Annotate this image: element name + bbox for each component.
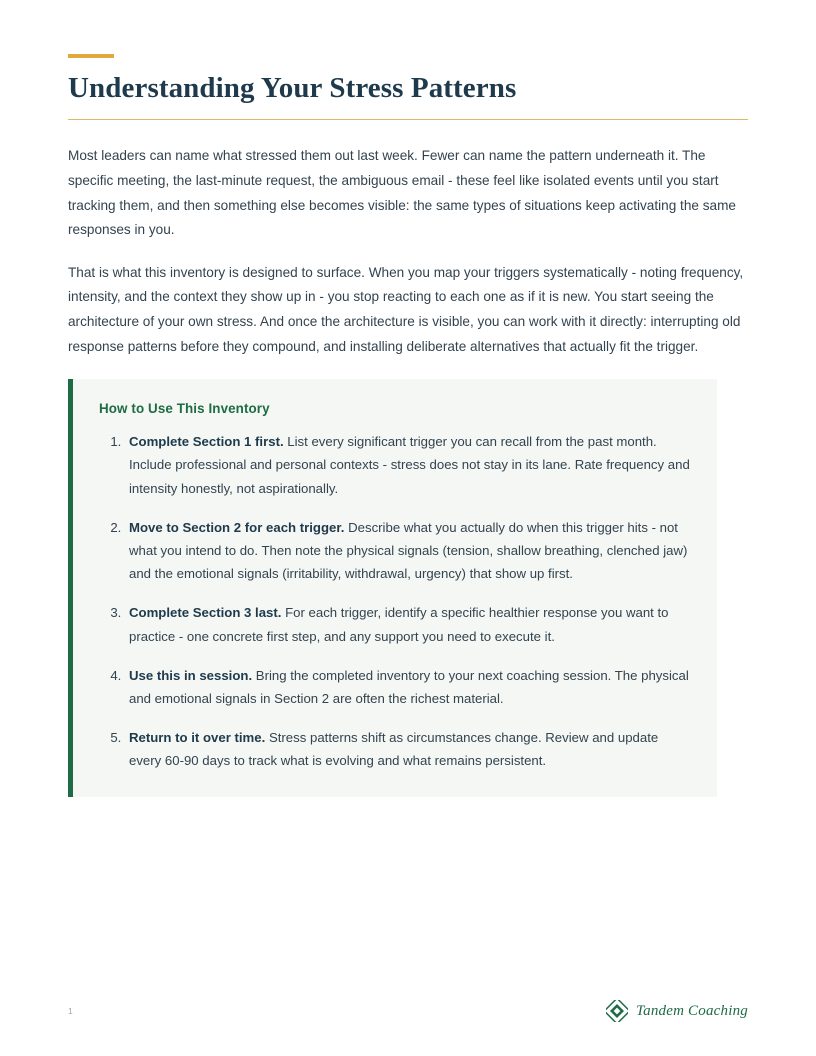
brand-name: Tandem Coaching [635, 1002, 748, 1019]
diamond-logo-icon [606, 1000, 628, 1022]
callout-list [99, 430, 691, 772]
page-footer [68, 1000, 748, 1024]
page-title: Understanding Your Stress Patterns [68, 72, 517, 104]
list-item-text: For each trigger, identify a specific healthier response you want to practice - one concrete first step, and any support you need to execute it. [129, 605, 669, 644]
brand-logo [606, 1000, 748, 1022]
list-item [125, 516, 691, 586]
callout-heading: How to Use This Inventory [99, 401, 270, 417]
list-item-lead: Move to Section 2 for each trigger. [129, 519, 345, 535]
list-item-text: List every significant trigger you can recall from the past month. Include professional and personal contexts - stress does not stay in its lane. Rate frequency and intensity honestly, not aspirationally. [129, 434, 690, 496]
list-item-text: Stress patterns shift as circumstances change. Review and update every 60-90 days to track what is evolving and what remains persistent. [129, 730, 659, 769]
title-divider [68, 119, 748, 120]
list-item-lead: Use this in session. [129, 667, 253, 683]
list-item-lead: Complete Section 1 first. [129, 434, 284, 450]
list-item [125, 430, 691, 500]
page-number: 1 [68, 1006, 73, 1016]
list-item-lead: Complete Section 3 last. [129, 605, 282, 621]
title-accent-rule [68, 54, 114, 58]
intro-paragraph-2: That is what this inventory is designed to surface. When you map your triggers systematically - noting frequency, intensity, and the context they show up in - you stop reacting to each one as if it is new. You start seeing the architecture of your own stress. And once the architecture is visible, you can work with it directly: interrupting old response patterns before they compound, and installing deliberate alternatives that actually fit the trigger. [68, 264, 744, 354]
list-item [125, 726, 691, 772]
list-item [125, 601, 691, 647]
list-item-text: Describe what you actually do when this trigger hits - not what you intend to do. Then note the physical signals (tension, shallow breathing, clenched jaw) and the emotional signals (irritability, withdrawal, urgency) that show up first. [129, 519, 688, 582]
list-item-lead: Return to it over time. [129, 730, 266, 746]
page-content [68, 0, 748, 797]
intro-paragraph-1: Most leaders can name what stressed them out last week. Fewer can name the pattern underneath it. The specific meeting, the last-minute request, the ambiguous email - these feel like isolated events until you start tracking them, and then something else becomes visible: the same types of situations keep activating the same responses in you. [68, 148, 736, 238]
how-to-use-callout [68, 379, 717, 796]
list-item-text: Bring the completed inventory to your next coaching session. The physical and emotional signals in Section 2 are often the richest material. [129, 667, 689, 706]
list-item [125, 664, 691, 710]
